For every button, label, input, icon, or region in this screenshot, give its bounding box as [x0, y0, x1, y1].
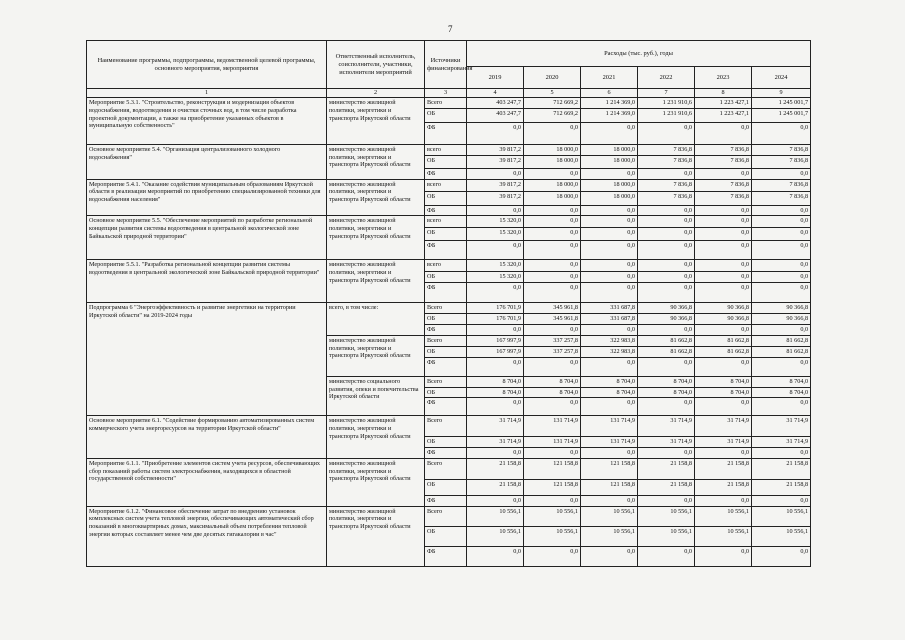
expense-value: 0,0	[752, 398, 811, 416]
expense-value: 403 247,7	[467, 108, 524, 122]
expense-value: 0,0	[752, 216, 811, 228]
measure-name: Основное мероприятие 5.5. "Обеспечение мероприятий по разработке региональной концепции развития системы водоотведения в центральной экологической зоне Байкальской природной территории"	[87, 216, 327, 260]
expense-value: 0,0	[752, 495, 811, 506]
funding-source: ФБ	[425, 205, 467, 216]
executor: министерство жилищной политики, энергетики и транспорта Иркутской области	[327, 144, 425, 179]
funding-source: ФБ	[425, 546, 467, 566]
funding-source: ОБ	[425, 155, 467, 168]
executor: министерство жилищной политики, энергетики и транспорта Иркутской области	[327, 179, 425, 216]
expense-value: 0,0	[695, 357, 752, 376]
expense-value: 90 366,8	[638, 314, 695, 325]
expense-value: 18 000,0	[524, 144, 581, 155]
expense-value: 0,0	[638, 272, 695, 283]
expense-value: 8 704,0	[467, 387, 524, 398]
expense-value: 18 000,0	[524, 155, 581, 168]
expense-value: 0,0	[581, 205, 638, 216]
expense-value: 10 556,1	[581, 526, 638, 546]
expense-value: 31 714,9	[752, 437, 811, 448]
column-number: 8	[695, 89, 752, 98]
expense-value: 7 836,8	[695, 179, 752, 191]
expense-value: 1 245 001,7	[752, 108, 811, 122]
expense-value: 39 817,2	[467, 191, 524, 205]
funding-source: ОБ	[425, 108, 467, 122]
measure-name: Подпрограмма 6 "Энергоэффективность и развитие энергетики на территории Иркутской области" на 2019-2024 годы	[87, 303, 327, 416]
expense-value: 0,0	[638, 168, 695, 179]
expense-value: 31 714,9	[752, 416, 811, 437]
expense-value: 10 556,1	[467, 526, 524, 546]
executor: министерство жилищной политики, энергетики и транспорта Иркутской области	[327, 335, 425, 376]
expense-value: 0,0	[752, 272, 811, 283]
expense-value: 121 158,8	[581, 479, 638, 495]
expense-value: 0,0	[581, 272, 638, 283]
table-row	[87, 458, 811, 479]
expense-value: 0,0	[524, 228, 581, 241]
expense-value: 81 662,8	[695, 335, 752, 346]
expense-value: 121 158,8	[524, 479, 581, 495]
expense-value: 7 836,8	[638, 179, 695, 191]
expense-value: 176 701,9	[467, 314, 524, 325]
measure-name: Основное мероприятие 6.1. "Содействие формированию автоматизированных систем коммерческого учета энергоресурсов на территории Иркутской области"	[87, 416, 327, 459]
measure-name: Мероприятие 6.1.1. "Приобретение элементов систем учета ресурсов, обеспечивающих сбор показаний работы систем электроснабжения, находящихся в областной государственной собственности"	[87, 458, 327, 506]
expense-value: 0,0	[581, 398, 638, 416]
expense-value: 712 669,2	[524, 98, 581, 109]
expense-value: 21 158,8	[467, 458, 524, 479]
expense-value: 8 704,0	[638, 387, 695, 398]
expense-value: 18 000,0	[581, 191, 638, 205]
expense-value: 10 556,1	[752, 526, 811, 546]
funding-source: ФБ	[425, 398, 467, 416]
expense-value: 121 158,8	[524, 458, 581, 479]
expense-value: 15 320,0	[467, 260, 524, 272]
expense-value: 0,0	[638, 122, 695, 144]
expense-value: 0,0	[467, 122, 524, 144]
expense-value: 0,0	[524, 205, 581, 216]
expense-value: 81 662,8	[638, 335, 695, 346]
expense-value: 10 556,1	[695, 506, 752, 526]
measure-name: Мероприятие 6.1.2. "Финансовое обеспечение затрат по внедрению установок комплексных систем учета тепловой энергии, обеспечивающих автоматический сбор показаний в многоквартирных домах, максимальный объем потребления тепловой энергии которых составляет менее чем две десятых гигакалории в час"	[87, 506, 327, 566]
expense-value: 7 836,8	[638, 155, 695, 168]
expense-value: 0,0	[695, 495, 752, 506]
expense-value: 21 158,8	[752, 458, 811, 479]
expense-value: 10 556,1	[524, 506, 581, 526]
expense-value: 0,0	[695, 546, 752, 566]
funding-source: ФБ	[425, 357, 467, 376]
expense-value: 0,0	[752, 283, 811, 303]
table-row	[87, 506, 811, 526]
funding-source: Всего	[425, 98, 467, 109]
expense-value: 0,0	[695, 228, 752, 241]
expense-value: 39 817,2	[467, 144, 524, 155]
expense-value: 0,0	[695, 398, 752, 416]
expense-value: 21 158,8	[638, 479, 695, 495]
funding-source: ФБ	[425, 168, 467, 179]
funding-source: ОБ	[425, 526, 467, 546]
expense-value: 331 687,8	[581, 303, 638, 314]
expense-value: 0,0	[695, 241, 752, 260]
expense-value: 0,0	[695, 283, 752, 303]
expense-value: 167 997,9	[467, 346, 524, 357]
header-year: 2020	[524, 67, 581, 89]
expense-value: 167 997,9	[467, 335, 524, 346]
expense-value: 8 704,0	[524, 387, 581, 398]
expense-value: 0,0	[695, 216, 752, 228]
expense-value: 0,0	[752, 122, 811, 144]
funding-source: Всего	[425, 303, 467, 314]
table-row	[87, 303, 811, 314]
measure-name: Мероприятие 5.3.1. "Строительство, реконструкция и модернизация объектов водоснабжения, водоотведения и очистки сточных вод, в том числе разработка проектной документации, а также на приобретение указанных объектов в муниципальную собственность"	[87, 98, 327, 145]
expense-value: 1 231 910,6	[638, 108, 695, 122]
expense-value: 81 662,8	[695, 346, 752, 357]
expense-value: 21 158,8	[752, 479, 811, 495]
executor: всего, в том числе:	[327, 303, 425, 336]
expense-value: 337 257,8	[524, 335, 581, 346]
expense-value: 0,0	[524, 260, 581, 272]
expense-value: 15 320,0	[467, 216, 524, 228]
executor: министерство жилищной политики, энергетики и транспорта Иркутской области	[327, 458, 425, 506]
column-number: 1	[87, 89, 327, 98]
expense-value: 31 714,9	[695, 437, 752, 448]
expense-value: 1 245 001,7	[752, 98, 811, 109]
expense-value: 0,0	[524, 398, 581, 416]
expense-value: 131 714,9	[524, 437, 581, 448]
expense-value: 7 836,8	[695, 144, 752, 155]
expense-value: 0,0	[467, 546, 524, 566]
funding-source: Всего	[425, 335, 467, 346]
expense-value: 31 714,9	[638, 437, 695, 448]
expense-value: 712 669,2	[524, 108, 581, 122]
header-year: 2023	[695, 67, 752, 89]
column-number: 4	[467, 89, 524, 98]
expense-value: 21 158,8	[695, 458, 752, 479]
table-row	[87, 216, 811, 228]
funding-source: ОБ	[425, 228, 467, 241]
measure-name: Мероприятие 5.5.1. "Разработка региональной концепции развития системы водоотведения в центральной экологической зоне Байкальской природной территории"	[87, 260, 327, 303]
expense-value: 31 714,9	[467, 416, 524, 437]
expense-value: 8 704,0	[752, 376, 811, 387]
funding-source: ФБ	[425, 122, 467, 144]
budget-table	[86, 40, 811, 567]
expense-value: 0,0	[638, 241, 695, 260]
expense-value: 7 836,8	[638, 191, 695, 205]
funding-source: ОБ	[425, 272, 467, 283]
funding-source: Всего	[425, 506, 467, 526]
funding-source: всего	[425, 260, 467, 272]
funding-source: всего	[425, 144, 467, 155]
funding-source: всего	[425, 216, 467, 228]
expense-value: 0,0	[581, 448, 638, 459]
expense-value: 322 983,8	[581, 346, 638, 357]
expense-value: 39 817,2	[467, 155, 524, 168]
expense-value: 8 704,0	[581, 387, 638, 398]
header-name: Наименование программы, подпрограммы, ведомственной целевой программы, основного мероприятия, мероприятия	[87, 41, 327, 89]
expense-value: 8 704,0	[752, 387, 811, 398]
expense-value: 0,0	[581, 283, 638, 303]
executor: министерство социального развития, опеки и попечительства Иркутской области	[327, 376, 425, 416]
funding-source: ОБ	[425, 314, 467, 325]
funding-source: всего	[425, 179, 467, 191]
expense-value: 0,0	[638, 283, 695, 303]
table-row	[87, 144, 811, 155]
executor: министерство жилищной политики, энергетики и транспорта Иркутской области	[327, 416, 425, 459]
funding-source: ОБ	[425, 387, 467, 398]
expense-value: 8 704,0	[695, 376, 752, 387]
expense-value: 21 158,8	[467, 479, 524, 495]
expense-value: 0,0	[638, 228, 695, 241]
expense-value: 0,0	[581, 241, 638, 260]
expense-value: 0,0	[638, 357, 695, 376]
expense-value: 15 320,0	[467, 228, 524, 241]
expense-value: 0,0	[581, 122, 638, 144]
header-year: 2019	[467, 67, 524, 89]
expense-value: 8 704,0	[524, 376, 581, 387]
expense-value: 0,0	[638, 260, 695, 272]
expense-value: 0,0	[467, 325, 524, 336]
expense-value: 0,0	[467, 205, 524, 216]
expense-value: 345 961,8	[524, 303, 581, 314]
expense-value: 1 214 369,0	[581, 98, 638, 109]
column-number: 6	[581, 89, 638, 98]
expense-value: 10 556,1	[638, 506, 695, 526]
expense-value: 0,0	[752, 205, 811, 216]
expense-value: 0,0	[467, 495, 524, 506]
header-year: 2022	[638, 67, 695, 89]
table-row	[87, 260, 811, 272]
expense-value: 0,0	[695, 272, 752, 283]
expense-value: 0,0	[581, 168, 638, 179]
expense-value: 8 704,0	[467, 376, 524, 387]
expense-value: 81 662,8	[752, 346, 811, 357]
header-source: Источники финансирования	[425, 41, 467, 89]
column-number: 9	[752, 89, 811, 98]
expense-value: 0,0	[638, 495, 695, 506]
funding-source: ОБ	[425, 346, 467, 357]
expense-value: 0,0	[467, 283, 524, 303]
expense-value: 0,0	[524, 546, 581, 566]
expense-value: 403 247,7	[467, 98, 524, 109]
expense-value: 121 158,8	[581, 458, 638, 479]
expense-value: 7 836,8	[638, 144, 695, 155]
funding-source: ФБ	[425, 241, 467, 260]
expense-value: 337 257,8	[524, 346, 581, 357]
expense-value: 0,0	[581, 228, 638, 241]
expense-value: 0,0	[524, 168, 581, 179]
expense-value: 90 366,8	[695, 303, 752, 314]
expense-value: 0,0	[695, 448, 752, 459]
funding-source: ОБ	[425, 437, 467, 448]
expense-value: 21 158,8	[695, 479, 752, 495]
table-row	[87, 416, 811, 437]
expense-value: 31 714,9	[638, 416, 695, 437]
expense-value: 18 000,0	[581, 155, 638, 168]
expense-value: 10 556,1	[467, 506, 524, 526]
header-expenses: Расходы (тыс. руб.), годы	[467, 41, 811, 67]
expense-value: 39 817,2	[467, 179, 524, 191]
expense-value: 0,0	[467, 448, 524, 459]
expense-value: 10 556,1	[695, 526, 752, 546]
expense-value: 0,0	[638, 546, 695, 566]
executor: министерство жилищной политики, энергетики и транспорта Иркутской области	[327, 506, 425, 566]
expense-value: 81 662,8	[638, 346, 695, 357]
expense-value: 0,0	[524, 241, 581, 260]
funding-source: ФБ	[425, 283, 467, 303]
expense-value: 0,0	[524, 448, 581, 459]
expense-value: 90 366,8	[752, 303, 811, 314]
funding-source: ОБ	[425, 191, 467, 205]
expense-value: 0,0	[752, 357, 811, 376]
expense-value: 0,0	[638, 325, 695, 336]
table-row	[87, 179, 811, 191]
expense-value: 90 366,8	[695, 314, 752, 325]
expense-value: 31 714,9	[695, 416, 752, 437]
expense-value: 81 662,8	[752, 335, 811, 346]
executor: министерство жилищной политики, энергетики и транспорта Иркутской области	[327, 260, 425, 303]
expense-value: 0,0	[524, 216, 581, 228]
expense-value: 0,0	[581, 546, 638, 566]
expense-value: 8 704,0	[695, 387, 752, 398]
expense-value: 18 000,0	[581, 179, 638, 191]
expense-value: 0,0	[752, 448, 811, 459]
expense-value: 7 836,8	[752, 144, 811, 155]
expense-value: 0,0	[638, 398, 695, 416]
expense-value: 345 961,8	[524, 314, 581, 325]
expense-value: 7 836,8	[695, 191, 752, 205]
expense-value: 0,0	[695, 205, 752, 216]
expense-value: 18 000,0	[524, 179, 581, 191]
expense-value: 0,0	[524, 357, 581, 376]
expense-value: 1 214 369,0	[581, 108, 638, 122]
expense-value: 0,0	[467, 357, 524, 376]
expense-value: 331 687,8	[581, 314, 638, 325]
expense-value: 7 836,8	[752, 155, 811, 168]
column-number: 3	[425, 89, 467, 98]
expense-value: 1 223 427,1	[695, 98, 752, 109]
expense-value: 0,0	[638, 205, 695, 216]
expense-value: 0,0	[467, 241, 524, 260]
expense-value: 10 556,1	[581, 506, 638, 526]
expense-value: 0,0	[752, 168, 811, 179]
expense-value: 0,0	[524, 495, 581, 506]
expense-value: 0,0	[638, 448, 695, 459]
expense-value: 0,0	[467, 168, 524, 179]
expense-value: 8 704,0	[581, 376, 638, 387]
column-number-row	[87, 89, 811, 98]
header-executor: Ответственный исполнитель, соисполнители, участники, исполнители мероприятий	[327, 41, 425, 89]
expense-value: 176 701,9	[467, 303, 524, 314]
measure-name: Мероприятие 5.4.1. "Оказание содействия муниципальным образованиям Иркутской области в реализации мероприятий по приобретению специализированной техники для водоснабжения населения"	[87, 179, 327, 216]
expense-value: 15 320,0	[467, 272, 524, 283]
header-year: 2021	[581, 67, 638, 89]
expense-value: 0,0	[752, 325, 811, 336]
expense-value: 1 223 427,1	[695, 108, 752, 122]
funding-source: ОБ	[425, 479, 467, 495]
page-number: 7	[448, 24, 453, 34]
funding-source: ФБ	[425, 325, 467, 336]
column-number: 7	[638, 89, 695, 98]
expense-value: 0,0	[581, 216, 638, 228]
expense-value: 0,0	[524, 122, 581, 144]
expense-value: 0,0	[695, 325, 752, 336]
executor: министерство жилищной политики, энергетики и транспорта Иркутской области	[327, 98, 425, 145]
expense-value: 131 714,9	[581, 437, 638, 448]
funding-source: Всего	[425, 416, 467, 437]
expense-value: 8 704,0	[638, 376, 695, 387]
expense-value: 90 366,8	[752, 314, 811, 325]
expense-value: 7 836,8	[752, 179, 811, 191]
expense-value: 10 556,1	[638, 526, 695, 546]
expense-value: 0,0	[581, 357, 638, 376]
expense-value: 131 714,9	[524, 416, 581, 437]
expense-value: 0,0	[524, 283, 581, 303]
expense-value: 0,0	[467, 398, 524, 416]
expense-value: 18 000,0	[581, 144, 638, 155]
expense-value: 0,0	[695, 122, 752, 144]
measure-name: Основное мероприятие 5.4. "Организация централизованного холодного водоснабжения"	[87, 144, 327, 179]
expense-value: 31 714,9	[467, 437, 524, 448]
expense-value: 90 366,8	[638, 303, 695, 314]
table-row	[87, 98, 811, 109]
expense-value: 21 158,8	[638, 458, 695, 479]
expense-value: 1 231 910,6	[638, 98, 695, 109]
expense-value: 10 556,1	[524, 526, 581, 546]
table-body	[87, 98, 811, 567]
expense-value: 0,0	[752, 228, 811, 241]
expense-value: 0,0	[638, 216, 695, 228]
expense-value: 10 556,1	[752, 506, 811, 526]
funding-source: ФБ	[425, 448, 467, 459]
expense-value: 0,0	[581, 260, 638, 272]
expense-value: 0,0	[524, 325, 581, 336]
expense-value: 0,0	[695, 168, 752, 179]
expense-value: 7 836,8	[695, 155, 752, 168]
expense-value: 0,0	[752, 260, 811, 272]
expense-value: 131 714,9	[581, 416, 638, 437]
funding-source: Всего	[425, 458, 467, 479]
executor: министерство жилищной политики, энергетики и транспорта Иркутской области	[327, 216, 425, 260]
expense-value: 0,0	[524, 272, 581, 283]
expense-value: 0,0	[581, 495, 638, 506]
expense-value: 7 836,8	[752, 191, 811, 205]
funding-source: Всего	[425, 376, 467, 387]
column-number: 5	[524, 89, 581, 98]
expense-value: 18 000,0	[524, 191, 581, 205]
expense-value: 322 983,8	[581, 335, 638, 346]
expense-value: 0,0	[581, 325, 638, 336]
column-number: 2	[327, 89, 425, 98]
header-year: 2024	[752, 67, 811, 89]
expense-value: 0,0	[752, 546, 811, 566]
expense-value: 0,0	[752, 241, 811, 260]
funding-source: ФБ	[425, 495, 467, 506]
expense-value: 0,0	[695, 260, 752, 272]
